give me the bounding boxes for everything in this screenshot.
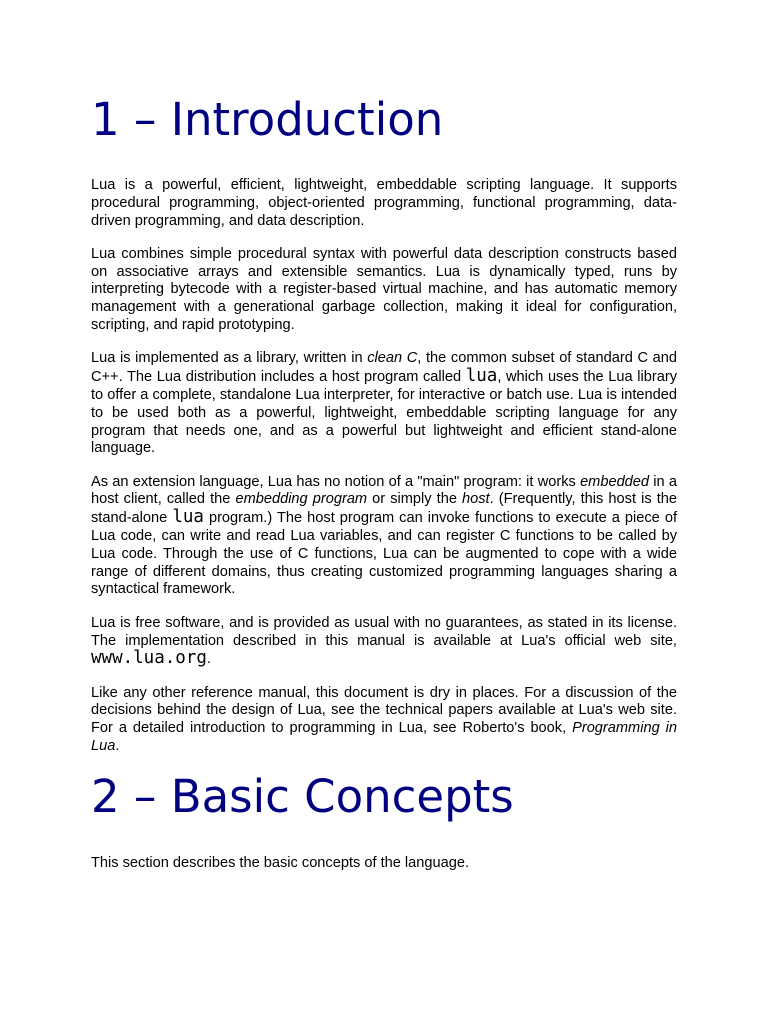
code-lua: lua (172, 507, 204, 528)
text-run: , the common subset of standard C and C++. The Lua distribution includes a host program called (91, 350, 677, 386)
emphasis-host: host (462, 491, 490, 508)
text-run: . (Frequently, this host is the stand-alone (91, 491, 677, 527)
intro-paragraph-5 (91, 615, 677, 669)
text-run: or simply the (367, 491, 463, 508)
intro-paragraph-4 (91, 474, 677, 600)
text-run: . (115, 738, 120, 755)
code-lua-website: www.lua.org (91, 648, 207, 669)
text-run: Lua is implemented as a library, written in (91, 350, 368, 367)
intro-paragraph-1: Lua is a powerful, efficient, lightweight, embeddable scripting language. It supports procedural programming, object-oriented programming, functional programming, data-driven programming, and data description. (91, 177, 677, 229)
intro-paragraph-6 (91, 685, 677, 756)
section-heading-basic-concepts: 2 – Basic Concepts (91, 770, 514, 824)
text-run: in a host client, called the (91, 473, 677, 508)
emphasis-embedding-program: embedding program (235, 491, 368, 508)
text-run: program.) The host program can invoke functions to execute a piece of Lua code, can write and read Lua variables, and can register C functions to be called by Lua code. Through the use of C functions, Lua can be augmented to cope with a wide range of different domains, thus creating customized programming languages sharing a syntactical framework. (91, 510, 677, 598)
section-heading-introduction: 1 – Introduction (91, 93, 444, 146)
text-run: . (206, 651, 211, 668)
document-page (91, 0, 677, 889)
intro-paragraph-2: Lua combines simple procedural syntax with powerful data description constructs based on associative arrays and extensible semantics. Lua is dynamically typed, runs by interpreting bytecode with a register-based virtual machine, and has automatic memory management with a generational garbage collection, making it ideal for configuration, scripting, and rapid prototyping. (91, 245, 677, 334)
text-run: As an extension language, Lua has no notion of a "main" program: it works (91, 473, 581, 490)
intro-paragraph-3 (91, 350, 677, 458)
text-run: Lua is free software, and is provided as usual with no guarantees, as stated in its license. The implementation described in this manual is available at Lua's official web site, (91, 614, 677, 649)
text-run: Like any other reference manual, this document is dry in places. For a discussion of the decisions behind the design of Lua, see the technical papers available at Lua's web site. For a detailed introduction to programming in Lua, see Roberto's book, (91, 684, 677, 737)
code-lua: lua (465, 366, 498, 387)
text-run: , which uses the Lua library to offer a complete, standalone Lua interpreter, for interactive or batch use. Lua is intended to be used both as a powerful, lightweight, embeddable scripting language for any program that needs one, and as a powerful but lightweight and efficient stand-alone language. (91, 369, 677, 457)
emphasis-book-title: Programming in Lua (91, 720, 677, 755)
basic-concepts-paragraph-1: This section describes the basic concepts of the language. (91, 855, 470, 872)
emphasis-clean-c: clean C (367, 350, 418, 367)
emphasis-embedded: embedded (580, 473, 650, 490)
